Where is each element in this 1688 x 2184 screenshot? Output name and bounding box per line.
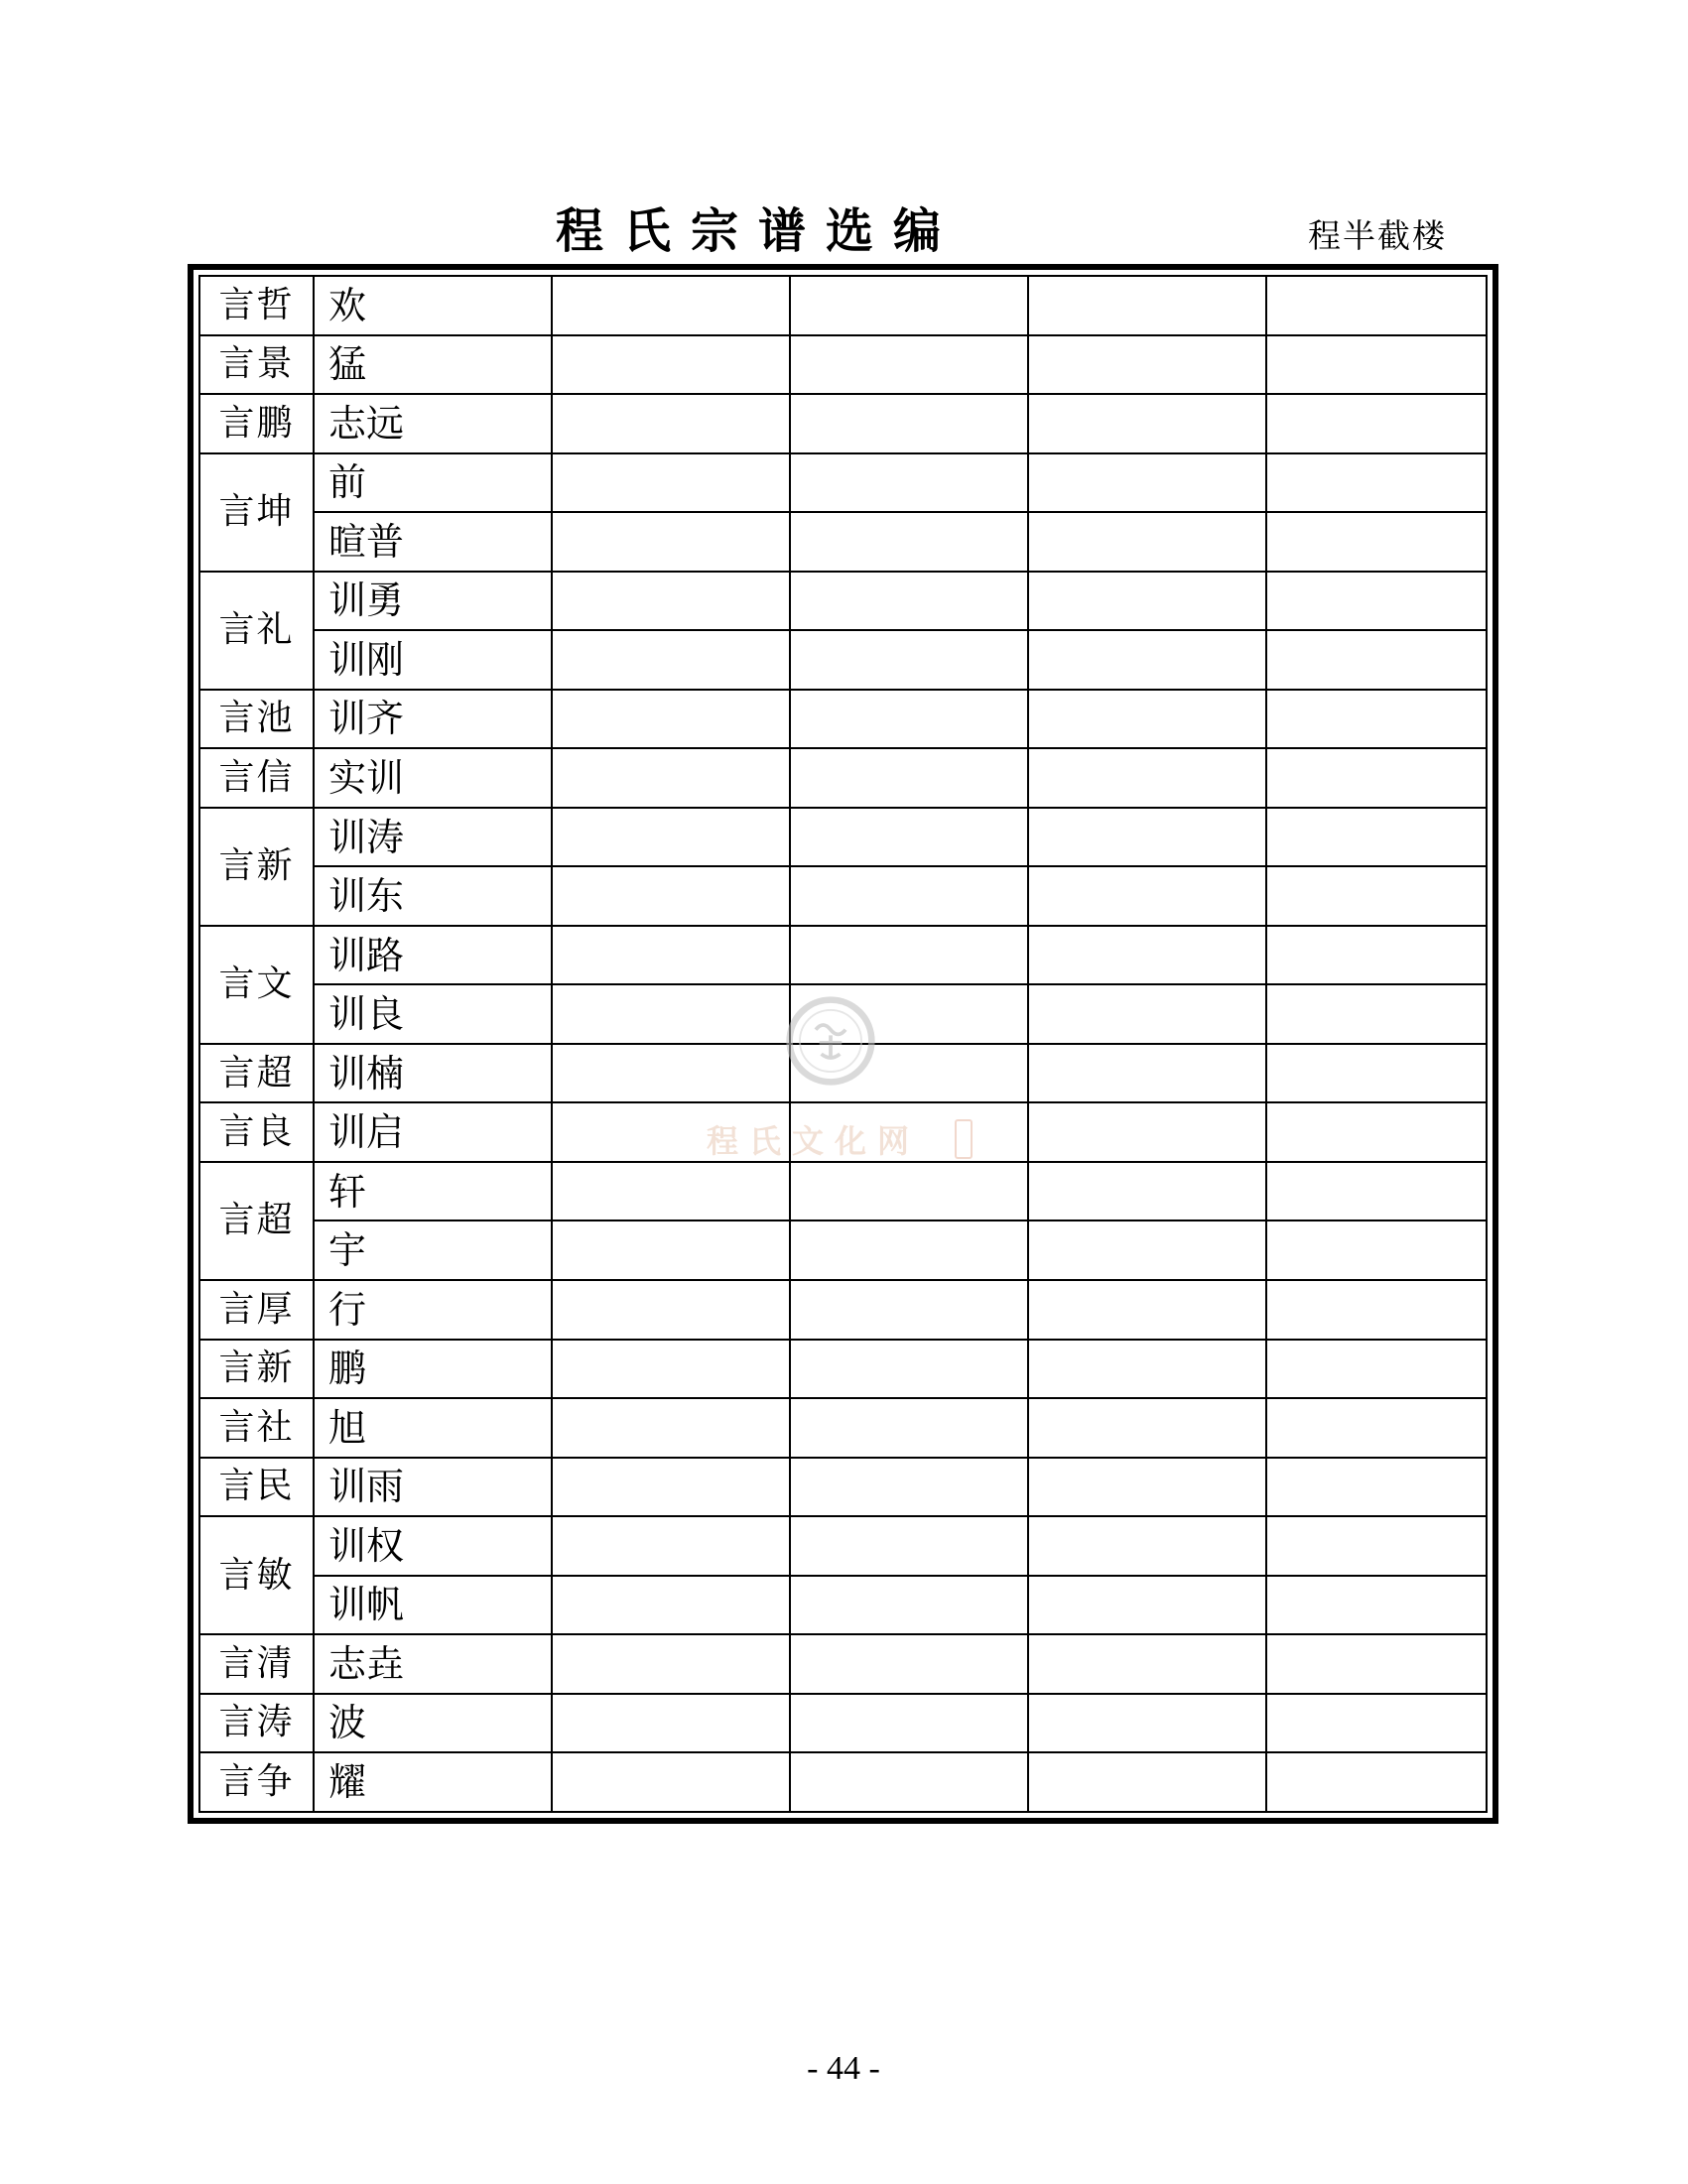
table-frame (188, 264, 1498, 1824)
empty-cell (1028, 1220, 1266, 1280)
empty-cell (1266, 1458, 1486, 1517)
empty-cell (790, 1694, 1028, 1753)
empty-cell (790, 453, 1028, 513)
empty-cell (1266, 1694, 1486, 1753)
parent-name-cell: 言敏 (200, 1516, 314, 1634)
empty-cell (552, 1752, 790, 1811)
empty-cell (1028, 748, 1266, 808)
empty-cell (1028, 926, 1266, 985)
empty-cell (1028, 1516, 1266, 1576)
child-name-cell: 训路 (314, 926, 552, 985)
empty-cell (1266, 453, 1486, 513)
empty-cell (1028, 984, 1266, 1044)
child-name-cell: 旭 (314, 1398, 552, 1458)
table-row (200, 630, 1486, 690)
empty-cell (552, 630, 790, 690)
empty-cell (790, 1340, 1028, 1399)
table-row (200, 808, 1486, 867)
empty-cell (1266, 1220, 1486, 1280)
child-name-cell: 波 (314, 1694, 552, 1753)
empty-cell (790, 1102, 1028, 1162)
child-name-cell: 志远 (314, 394, 552, 453)
empty-cell (790, 1634, 1028, 1694)
table-row (200, 1398, 1486, 1458)
empty-cell (552, 394, 790, 453)
parent-name-cell: 言超 (200, 1044, 314, 1103)
empty-cell (552, 1162, 790, 1221)
empty-cell (790, 808, 1028, 867)
empty-cell (1266, 1398, 1486, 1458)
table-row (200, 512, 1486, 572)
empty-cell (552, 1398, 790, 1458)
empty-cell (1266, 1516, 1486, 1576)
empty-cell (790, 512, 1028, 572)
parent-name-cell: 言池 (200, 690, 314, 749)
table-row (200, 572, 1486, 631)
empty-cell (1028, 277, 1266, 335)
empty-cell (1266, 748, 1486, 808)
parent-name-cell: 言坤 (200, 453, 314, 572)
child-name-cell: 训刚 (314, 630, 552, 690)
empty-cell (1266, 866, 1486, 926)
empty-cell (1266, 1576, 1486, 1635)
parent-name-cell: 言涛 (200, 1694, 314, 1753)
empty-cell (552, 453, 790, 513)
empty-cell (1266, 335, 1486, 395)
empty-cell (790, 1516, 1028, 1576)
parent-name-cell: 言清 (200, 1634, 314, 1694)
table-row (200, 1634, 1486, 1694)
child-name-cell: 行 (314, 1280, 552, 1340)
table-row (200, 748, 1486, 808)
empty-cell (1028, 335, 1266, 395)
child-name-cell: 训帆 (314, 1576, 552, 1635)
parent-name-cell: 言信 (200, 748, 314, 808)
empty-cell (552, 512, 790, 572)
child-name-cell: 欢 (314, 277, 552, 335)
empty-cell (1266, 630, 1486, 690)
genealogy-table (200, 277, 1486, 1811)
empty-cell (1266, 277, 1486, 335)
empty-cell (1028, 572, 1266, 631)
empty-cell (552, 984, 790, 1044)
empty-cell (1028, 690, 1266, 749)
empty-cell (552, 808, 790, 867)
empty-cell (552, 277, 790, 335)
empty-cell (790, 277, 1028, 335)
empty-cell (1266, 1102, 1486, 1162)
empty-cell (1028, 394, 1266, 453)
empty-cell (790, 630, 1028, 690)
child-name-cell: 耀 (314, 1752, 552, 1811)
table-row (200, 1280, 1486, 1340)
table-row (200, 1340, 1486, 1399)
parent-name-cell: 言文 (200, 926, 314, 1044)
parent-name-cell: 言超 (200, 1162, 314, 1280)
empty-cell (790, 1398, 1028, 1458)
empty-cell (1028, 1694, 1266, 1753)
page-title: 程氏宗谱选编 (556, 203, 962, 259)
empty-cell (552, 1044, 790, 1103)
table-row (200, 1102, 1486, 1162)
empty-cell (1028, 1044, 1266, 1103)
child-name-cell: 训权 (314, 1516, 552, 1576)
child-name-cell: 猛 (314, 335, 552, 395)
empty-cell (1266, 572, 1486, 631)
empty-cell (1028, 1102, 1266, 1162)
empty-cell (790, 572, 1028, 631)
empty-cell (1266, 394, 1486, 453)
parent-name-cell: 言哲 (200, 277, 314, 335)
parent-name-cell: 言景 (200, 335, 314, 395)
empty-cell (1028, 1280, 1266, 1340)
watermark-text: 程氏文化网 (707, 1122, 921, 1160)
child-name-cell: 训涛 (314, 808, 552, 867)
empty-cell (790, 1280, 1028, 1340)
table-inner-border (198, 275, 1488, 1813)
empty-cell (1266, 690, 1486, 749)
empty-cell (1028, 808, 1266, 867)
empty-cell (552, 1280, 790, 1340)
parent-name-cell: 言新 (200, 1340, 314, 1399)
child-name-cell: 实训 (314, 748, 552, 808)
empty-cell (552, 1516, 790, 1576)
parent-name-cell: 言民 (200, 1458, 314, 1517)
empty-cell (1028, 453, 1266, 513)
child-name-cell: 训雨 (314, 1458, 552, 1517)
empty-cell (1266, 1340, 1486, 1399)
child-name-cell: 训东 (314, 866, 552, 926)
empty-cell (1028, 1458, 1266, 1517)
table-row (200, 1752, 1486, 1811)
empty-cell (1028, 1576, 1266, 1635)
child-name-cell: 宇 (314, 1220, 552, 1280)
empty-cell (1028, 630, 1266, 690)
empty-cell (1028, 1634, 1266, 1694)
parent-name-cell: 言社 (200, 1398, 314, 1458)
empty-cell (1266, 1044, 1486, 1103)
empty-cell (552, 335, 790, 395)
empty-cell (1028, 512, 1266, 572)
empty-cell (552, 866, 790, 926)
empty-cell (552, 1220, 790, 1280)
empty-cell (790, 1752, 1028, 1811)
empty-cell (1266, 1162, 1486, 1221)
empty-cell (790, 335, 1028, 395)
empty-cell (1266, 512, 1486, 572)
empty-cell (552, 572, 790, 631)
parent-name-cell: 言争 (200, 1752, 314, 1811)
empty-cell (790, 748, 1028, 808)
empty-cell (790, 1044, 1028, 1103)
empty-cell (552, 1340, 790, 1399)
empty-cell (790, 1576, 1028, 1635)
empty-cell (790, 690, 1028, 749)
empty-cell (1266, 926, 1486, 985)
empty-cell (552, 1694, 790, 1753)
empty-cell (1028, 1752, 1266, 1811)
child-name-cell: 训启 (314, 1102, 552, 1162)
empty-cell (552, 926, 790, 985)
child-name-cell: 训楠 (314, 1044, 552, 1103)
child-name-cell: 训勇 (314, 572, 552, 631)
empty-cell (790, 926, 1028, 985)
child-name-cell: 志垚 (314, 1634, 552, 1694)
empty-cell (790, 1220, 1028, 1280)
table-row (200, 1220, 1486, 1280)
empty-cell (1266, 808, 1486, 867)
table-row (200, 1044, 1486, 1103)
empty-cell (552, 1458, 790, 1517)
child-name-cell: 鹏 (314, 1340, 552, 1399)
empty-cell (552, 1576, 790, 1635)
parent-name-cell: 言新 (200, 808, 314, 926)
parent-name-cell: 言礼 (200, 572, 314, 690)
table-row (200, 690, 1486, 749)
parent-name-cell: 言良 (200, 1102, 314, 1162)
child-name-cell: 训良 (314, 984, 552, 1044)
child-name-cell: 训齐 (314, 690, 552, 749)
child-name-cell: 暄普 (314, 512, 552, 572)
child-name-cell: 轩 (314, 1162, 552, 1221)
empty-cell (1028, 1398, 1266, 1458)
empty-cell (790, 394, 1028, 453)
empty-cell (552, 748, 790, 808)
page-number: - 44 - (807, 2050, 880, 2087)
empty-cell (552, 1634, 790, 1694)
table-row (200, 1694, 1486, 1753)
empty-cell (1266, 1280, 1486, 1340)
table-row (200, 453, 1486, 513)
empty-cell (1266, 984, 1486, 1044)
table-row (200, 926, 1486, 985)
table-row (200, 1576, 1486, 1635)
empty-cell (790, 1458, 1028, 1517)
parent-name-cell: 言厚 (200, 1280, 314, 1340)
table-row (200, 1162, 1486, 1221)
child-name-cell: 前 (314, 453, 552, 513)
empty-cell (1028, 866, 1266, 926)
parent-name-cell: 言鹏 (200, 394, 314, 453)
table-row (200, 1458, 1486, 1517)
table-row (200, 1516, 1486, 1576)
empty-cell (790, 984, 1028, 1044)
table-row (200, 984, 1486, 1044)
empty-cell (1266, 1634, 1486, 1694)
empty-cell (790, 866, 1028, 926)
empty-cell (1266, 1752, 1486, 1811)
page-subtitle: 程半截楼 (1308, 216, 1447, 255)
genealogy-body (200, 277, 1486, 1811)
table-row (200, 335, 1486, 395)
table-row (200, 394, 1486, 453)
table-row (200, 277, 1486, 335)
empty-cell (1028, 1340, 1266, 1399)
empty-cell (552, 1102, 790, 1162)
empty-cell (552, 690, 790, 749)
empty-cell (790, 1162, 1028, 1221)
table-row (200, 866, 1486, 926)
empty-cell (1028, 1162, 1266, 1221)
